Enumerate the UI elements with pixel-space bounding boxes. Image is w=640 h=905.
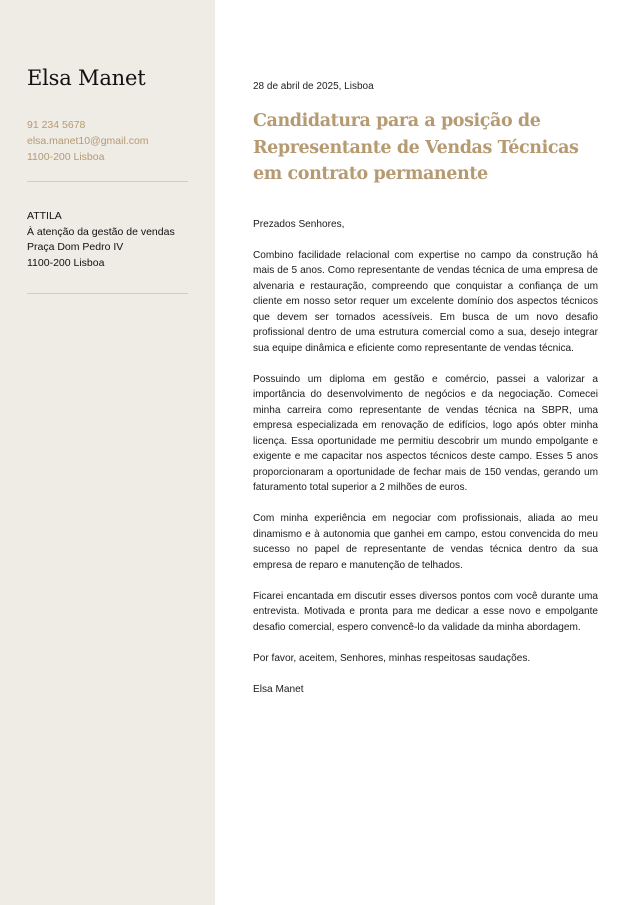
- sender-phone: 91 234 5678: [27, 119, 86, 131]
- sender-contact: [27, 117, 149, 165]
- letter-date: 28 de abril de 2025, Lisboa: [253, 81, 374, 92]
- sender-name: Elsa Manet: [27, 66, 146, 90]
- sidebar-divider: [27, 181, 188, 182]
- recipient-city: 1100-200 Lisboa: [27, 256, 105, 269]
- letter-paragraph: Ficarei encantada em discutir esses diversos pontos com você durante uma entrevista. Motivada e pronta para me dedicar a esse novo e empolgante desafio comercial, espero convencê-lo da validade da minha abordagem.: [253, 590, 598, 633]
- letter-salutation: Prezados Senhores,: [253, 219, 345, 230]
- sender-city: 1100-200 Lisboa: [27, 151, 105, 163]
- letter-paragraph: Possuindo um diploma em gestão e comércio, passei a valorizar a importância do desenvolvimento de negócios e da negociação. Comecei minha carreira como representante de vendas técnica na SBPR, uma empresa especializada em renovação de edifícios, logo após obter minha licença. Essa oportunidade me permitiu descobrir um mundo empolgante e exigente e me capacitar nos aspectos técnicos deste campo. Esses 5 anos proporcionaram a oportunidade de fechar mais de 150 vendas, gerando um faturamento total superior a 2 milhões de euros.: [253, 373, 598, 493]
- letter-body: [253, 217, 598, 713]
- sidebar-divider: [27, 293, 188, 294]
- sidebar: [0, 0, 215, 905]
- recipient-street: Praça Dom Pedro IV: [27, 241, 124, 253]
- letter-paragraph: Combino facilidade relacional com expertise no campo da construção há mais de 5 anos. Como representante de vendas técnica de uma empresa de alvenaria e restauração, compreendo que conquistar a confiança de um cliente em nosso setor requer um excelente domínio dos aspectos técnicos que devem ser tornados acessíveis. Em busca de um novo desafio profissional dentro de uma estrutura comercial como a sua, desejo integrar sua equipe dinâmica e eficiente como representante de vendas técnica.: [253, 249, 598, 354]
- letter-subject: Candidatura para a posição de Representante de Vendas Técnicas em contrato permanente: [253, 111, 579, 184]
- recipient-address: [27, 209, 175, 271]
- letter-signature: Elsa Manet: [253, 683, 304, 695]
- recipient-attention: À atenção da gestão de vendas: [27, 225, 175, 238]
- recipient-company: ATTILA: [27, 210, 62, 222]
- letter-closing: Por favor, aceitem, Senhores, minhas respeitosas saudações.: [253, 652, 531, 664]
- letter-paragraph: Com minha experiência em negociar com profissionais, aliada ao meu dinamismo e à autonomia que ganhei em campo, estou convencida do meu sucesso no papel de representante de vendas técnica dentro da sua empresa de reparo e manutenção de telhados.: [253, 513, 598, 571]
- sender-email: elsa.manet10@gmail.com: [27, 135, 149, 147]
